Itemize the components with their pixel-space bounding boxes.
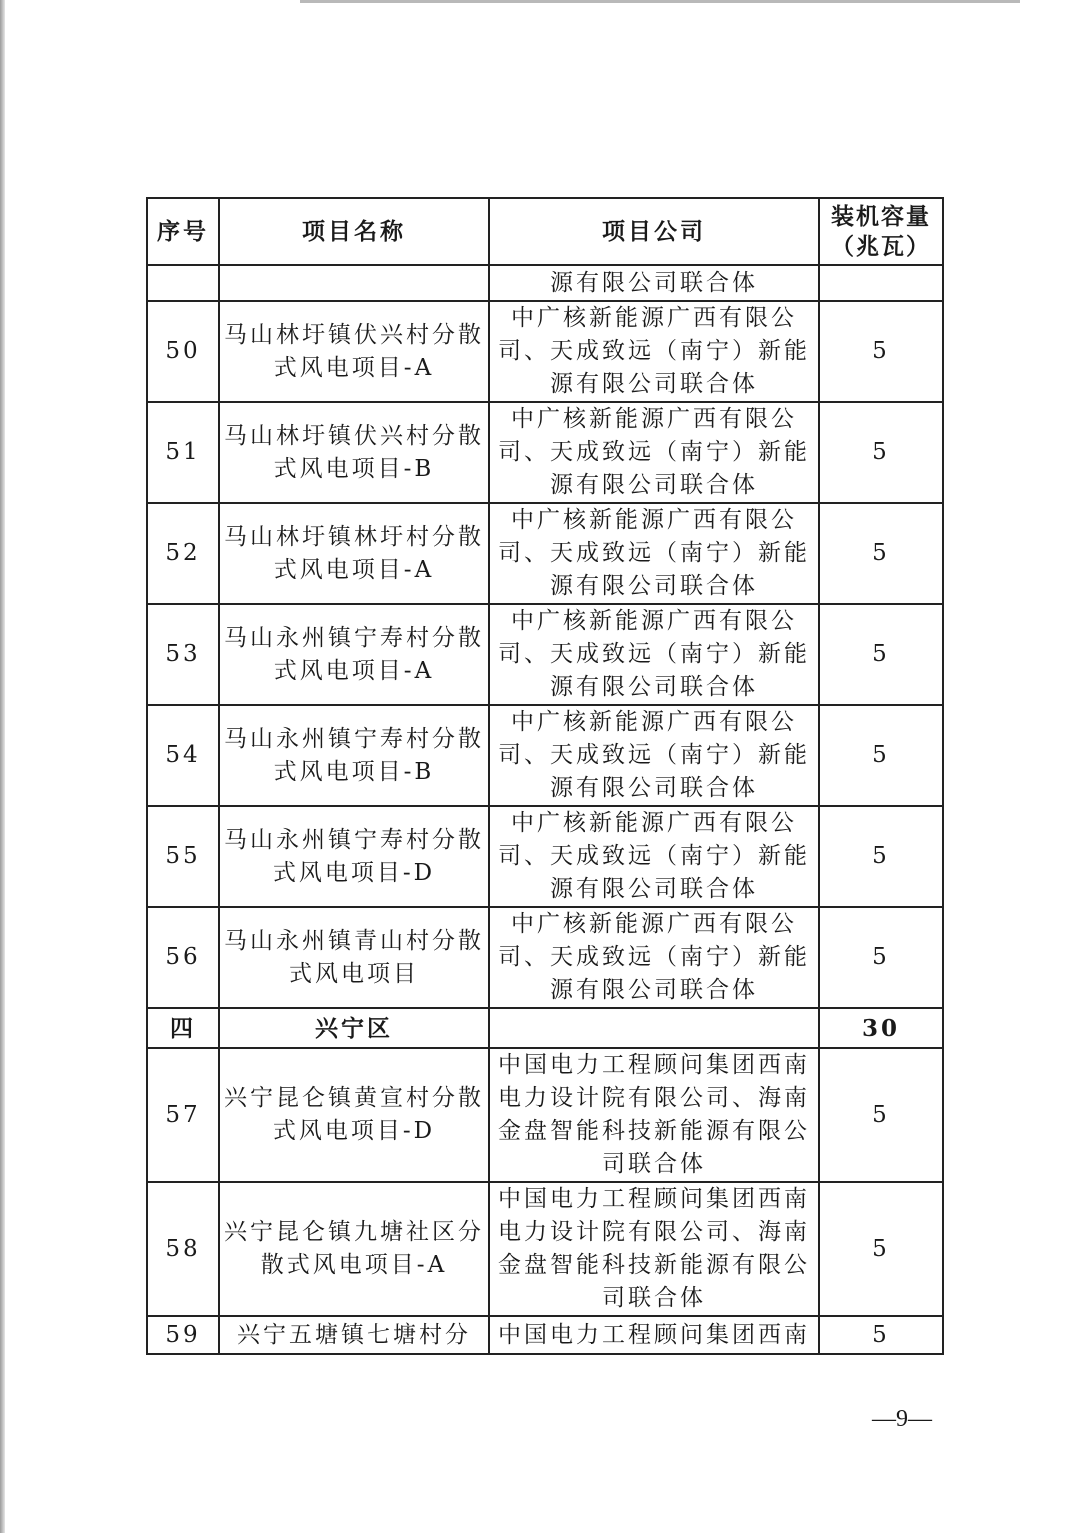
- cell-company: 中广核新能源广西有限公司、天成致远（南宁）新能源有限公司联合体: [489, 806, 819, 907]
- cell-capacity: 5: [819, 503, 943, 604]
- cell-seq: 59: [147, 1316, 219, 1354]
- cell-seq: 56: [147, 907, 219, 1008]
- cell-company: 中广核新能源广西有限公司、天成致远（南宁）新能源有限公司联合体: [489, 604, 819, 705]
- table-row: [147, 301, 943, 402]
- cell-company: 中国电力工程顾问集团西南电力设计院有限公司、海南金盘智能科技新能源有限公司联合体: [489, 1182, 819, 1316]
- cell-seq: 58: [147, 1182, 219, 1316]
- cell-name: 马山永州镇宁寿村分散式风电项目-A: [219, 604, 489, 705]
- cell-seq: 53: [147, 604, 219, 705]
- cell-capacity: 5: [819, 1182, 943, 1316]
- cell-company: 中广核新能源广西有限公司、天成致远（南宁）新能源有限公司联合体: [489, 907, 819, 1008]
- table-row: [147, 1048, 943, 1182]
- table-row: [147, 503, 943, 604]
- cell-capacity: 5: [819, 604, 943, 705]
- cell-name: 马山永州镇宁寿村分散式风电项目-D: [219, 806, 489, 907]
- cell-company: 中国电力工程顾问集团西南: [489, 1316, 819, 1354]
- cell-capacity: 5: [819, 806, 943, 907]
- table-row: [147, 1316, 943, 1354]
- header-capacity: 装机容量（兆瓦）: [819, 198, 943, 265]
- project-table: [146, 197, 944, 1355]
- cell-name: 兴宁昆仑镇黄宣村分散式风电项目-D: [219, 1048, 489, 1182]
- header-name: 项目名称: [219, 198, 489, 265]
- group-capacity: 30: [819, 1008, 943, 1048]
- cell-name: 马山林圩镇伏兴村分散式风电项目-B: [219, 402, 489, 503]
- scan-edge-shadow: [0, 0, 5, 1533]
- cell-capacity: 5: [819, 705, 943, 806]
- cell-name: 马山永州镇青山村分散式风电项目: [219, 907, 489, 1008]
- cell-company: 中广核新能源广西有限公司、天成致远（南宁）新能源有限公司联合体: [489, 301, 819, 402]
- cell-capacity: [819, 265, 943, 301]
- continuation-row: [147, 265, 943, 301]
- group-company: [489, 1008, 819, 1048]
- cell-seq: [147, 265, 219, 301]
- table-row: [147, 1182, 943, 1316]
- cell-name: 马山永州镇宁寿村分散式风电项目-B: [219, 705, 489, 806]
- group-seq: 四: [147, 1008, 219, 1048]
- cell-name: [219, 265, 489, 301]
- table-row: [147, 907, 943, 1008]
- table-header-row: [147, 198, 943, 265]
- cell-seq: 50: [147, 301, 219, 402]
- cell-seq: 57: [147, 1048, 219, 1182]
- group-row-xingning: [147, 1008, 943, 1048]
- cell-seq: 55: [147, 806, 219, 907]
- cell-name: 兴宁昆仑镇九塘社区分散式风电项目-A: [219, 1182, 489, 1316]
- header-company: 项目公司: [489, 198, 819, 265]
- cell-seq: 54: [147, 705, 219, 806]
- cell-name: 兴宁五塘镇七塘村分: [219, 1316, 489, 1354]
- cell-company: 中广核新能源广西有限公司、天成致远（南宁）新能源有限公司联合体: [489, 705, 819, 806]
- cell-capacity: 5: [819, 1316, 943, 1354]
- scan-top-shadow: [300, 0, 1020, 3]
- cell-capacity: 5: [819, 907, 943, 1008]
- cell-name: 马山林圩镇林圩村分散式风电项目-A: [219, 503, 489, 604]
- cell-capacity: 5: [819, 301, 943, 402]
- header-seq: 序号: [147, 198, 219, 265]
- cell-company: 中广核新能源广西有限公司、天成致远（南宁）新能源有限公司联合体: [489, 503, 819, 604]
- cell-company: 源有限公司联合体: [489, 265, 819, 301]
- cell-seq: 52: [147, 503, 219, 604]
- cell-capacity: 5: [819, 1048, 943, 1182]
- cell-company: 中国电力工程顾问集团西南电力设计院有限公司、海南金盘智能科技新能源有限公司联合体: [489, 1048, 819, 1182]
- table-row: [147, 705, 943, 806]
- table-row: [147, 806, 943, 907]
- group-name: 兴宁区: [219, 1008, 489, 1048]
- page-number: —9—: [872, 1406, 932, 1432]
- cell-capacity: 5: [819, 402, 943, 503]
- table-row: [147, 402, 943, 503]
- table-row: [147, 604, 943, 705]
- cell-company: 中广核新能源广西有限公司、天成致远（南宁）新能源有限公司联合体: [489, 402, 819, 503]
- cell-name: 马山林圩镇伏兴村分散式风电项目-A: [219, 301, 489, 402]
- cell-seq: 51: [147, 402, 219, 503]
